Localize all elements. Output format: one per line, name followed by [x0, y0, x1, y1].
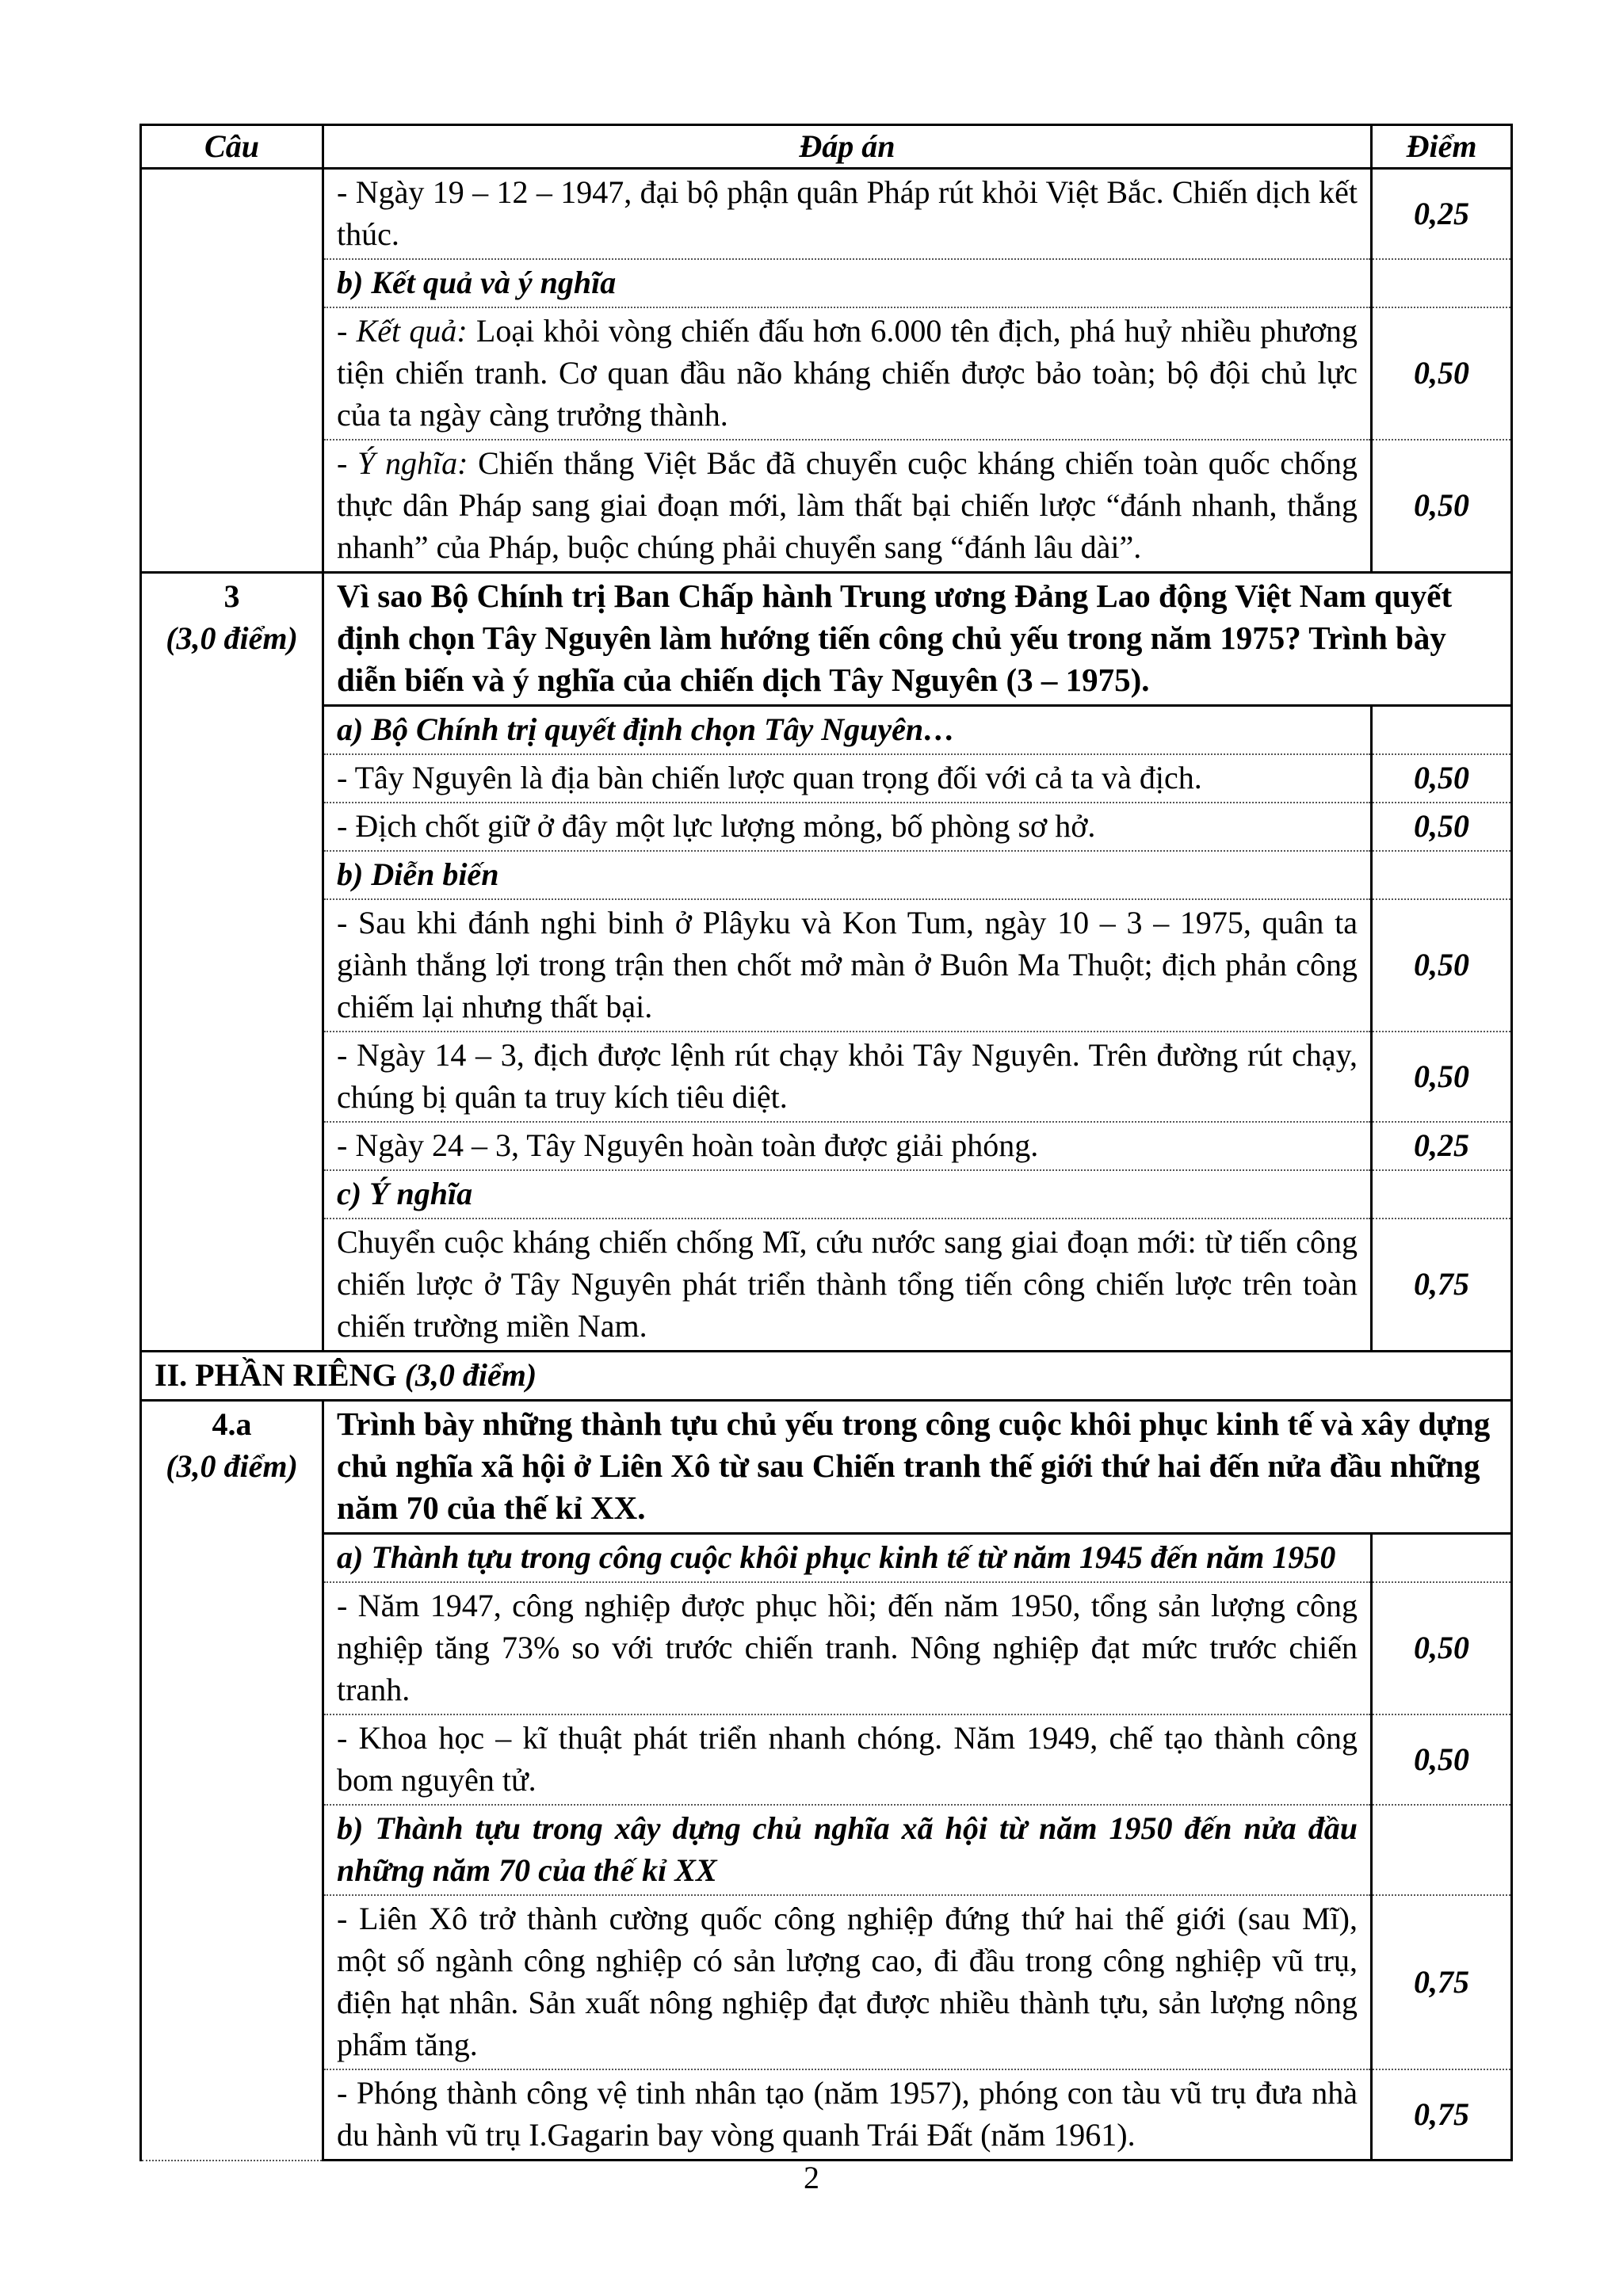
question-text: Trình bày những thành tựu chủ yếu trong công cuộc khôi phục kinh tế và xây dựng chủ nghĩa xã hội ở Liên Xô từ sau Chiến tranh thế giới thứ hai đến nửa đầu những năm 70 của thế kỉ XX.	[323, 1401, 1512, 1534]
answer-text: - Tây Nguyên là địa bàn chiến lược quan trọng đối với cả ta và địch.	[323, 754, 1372, 803]
subheading: b) Thành tựu trong xây dựng chủ nghĩa xã hội từ năm 1950 đến nửa đầu những năm 70 của thế kỉ XX	[323, 1805, 1372, 1895]
score-cell: 0,25	[1372, 1122, 1512, 1170]
score-cell: 0,50	[1372, 307, 1512, 440]
question-number-cell	[141, 1401, 323, 2161]
table-row	[141, 1582, 1512, 1714]
table-row	[141, 1895, 1512, 2069]
section-row	[141, 1352, 1512, 1401]
answer-text: - Khoa học – kĩ thuật phát triển nhanh chóng. Năm 1949, chế tạo thành công bom nguyên tử.	[323, 1714, 1372, 1805]
question-row	[141, 573, 1512, 706]
score-cell: 0,50	[1372, 1032, 1512, 1122]
table-row	[141, 307, 1512, 440]
header-diem: Điểm	[1372, 125, 1512, 169]
answer-text	[323, 307, 1372, 440]
answer-text: - Phóng thành công vệ tinh nhân tạo (năm 1957), phóng con tàu vũ trụ đưa nhà du hành vũ trụ I.Gagarin bay vòng quanh Trái Đất (năm 1961).	[323, 2069, 1372, 2161]
score-cell: 0,50	[1372, 754, 1512, 803]
score-cell-empty	[1372, 851, 1512, 899]
question-number: 4.a	[212, 1406, 252, 1442]
table-row	[141, 851, 1512, 899]
answer-text: - Ngày 14 – 3, địch được lệnh rút chạy khỏi Tây Nguyên. Trên đường rút chạy, chúng bị quân ta truy kích tiêu diệt.	[323, 1032, 1372, 1122]
subheading: b) Diễn biến	[323, 851, 1372, 899]
score-cell-empty	[1372, 1534, 1512, 1583]
table-row	[141, 440, 1512, 573]
score-cell: 0,50	[1372, 899, 1512, 1032]
answer-body: Loại khỏi vòng chiến đấu hơn 6.000 tên địch, phá huỷ nhiều phương tiện chiến tranh. Cơ quan đầu não kháng chiến được bảo toàn; bộ đội chủ lực của ta ngày càng trưởng thành.	[337, 313, 1358, 433]
answer-text: Chuyển cuộc kháng chiến chống Mĩ, cứu nước sang giai đoạn mới: từ tiến công chiến lược ở Tây Nguyên phát triển thành tổng tiến công chiến lược trên toàn chiến trường miền Nam.	[323, 1219, 1372, 1352]
subheading: b) Kết quả và ý nghĩa	[323, 259, 1372, 307]
table-row	[141, 1219, 1512, 1352]
table-row	[141, 1714, 1512, 1805]
table-row	[141, 1122, 1512, 1170]
score-cell-empty	[1372, 706, 1512, 755]
header-dap-an: Đáp án	[323, 125, 1372, 169]
answer-table	[139, 124, 1513, 2161]
answer-text: - Ngày 24 – 3, Tây Nguyên hoàn toàn được giải phóng.	[323, 1122, 1372, 1170]
cau-cell-continued	[141, 169, 323, 573]
score-cell-empty	[1372, 1170, 1512, 1219]
table-row	[141, 754, 1512, 803]
question-text: Vì sao Bộ Chính trị Ban Chấp hành Trung ương Đảng Lao động Việt Nam quyết định chọn Tây Nguyên làm hướng tiến công chủ yếu trong năm 1975? Trình bày diễn biến và ý nghĩa của chiến dịch Tây Nguyên (3 – 1975).	[323, 573, 1512, 706]
table-row	[141, 259, 1512, 307]
question-number-cell	[141, 573, 323, 1352]
score-cell: 0,50	[1372, 803, 1512, 851]
question-points: (3,0 điểm)	[166, 620, 298, 656]
answer-text: - Liên Xô trở thành cường quốc công nghiệp đứng thứ hai thế giới (sau Mĩ), một số ngành công nghiệp có sản lượng cao, đi đầu trong công nghiệp vũ trụ, điện hạt nhân. Sản xuất nông nghiệp đạt được nhiều thành tựu, sản lượng nông phẩm tăng.	[323, 1895, 1372, 2069]
answer-text: - Địch chốt giữ ở đây một lực lượng mỏng, bố phòng sơ hở.	[323, 803, 1372, 851]
answer-text: - Sau khi đánh nghi binh ở Plâyku và Kon Tum, ngày 10 – 3 – 1975, quân ta giành thắng lợi trong trận then chốt mở màn ở Buôn Ma Thuột; địch phản công chiếm lại nhưng thất bại.	[323, 899, 1372, 1032]
score-cell: 0,50	[1372, 1582, 1512, 1714]
subheading: a) Bộ Chính trị quyết định chọn Tây Nguyên…	[323, 706, 1372, 755]
section-heading	[141, 1352, 1512, 1401]
header-cau: Câu	[141, 125, 323, 169]
table-row	[141, 1534, 1512, 1583]
section-points: (3,0 điểm)	[396, 1357, 537, 1393]
subheading: c) Ý nghĩa	[323, 1170, 1372, 1219]
table-row	[141, 1170, 1512, 1219]
table-row	[141, 899, 1512, 1032]
score-cell: 0,25	[1372, 169, 1512, 260]
answer-text	[323, 440, 1372, 573]
answer-body: Chiến thắng Việt Bắc đã chuyển cuộc kháng chiến toàn quốc chống thực dân Pháp sang giai đoạn mới, làm thất bại chiến lược “đánh nhanh, thắng nhanh” của Pháp, buộc chúng phải chuyển sang “đánh lâu dài”.	[337, 445, 1358, 565]
table-row	[141, 169, 1512, 260]
section-title: II. PHẦN RIÊNG	[155, 1357, 397, 1393]
question-number: 3	[223, 578, 240, 614]
score-cell-empty	[1372, 259, 1512, 307]
table-row	[141, 803, 1512, 851]
score-cell: 0,50	[1372, 440, 1512, 573]
table-row	[141, 2069, 1512, 2161]
subheading: a) Thành tựu trong công cuộc khôi phục kinh tế từ năm 1945 đến năm 1950	[323, 1534, 1372, 1583]
table-header-row	[141, 125, 1512, 169]
table-row	[141, 1032, 1512, 1122]
question-points: (3,0 điểm)	[166, 1448, 298, 1484]
score-cell: 0,75	[1372, 1219, 1512, 1352]
score-cell-empty	[1372, 1805, 1512, 1895]
table-row	[141, 706, 1512, 755]
page-number: 2	[804, 2160, 819, 2195]
answer-text: - Năm 1947, công nghiệp được phục hồi; đến năm 1950, tổng sản lượng công nghiệp tăng 73% so với trước chiến tranh. Nông nghiệp đạt mức trước chiến tranh.	[323, 1582, 1372, 1714]
answer-label: - Kết quả:	[337, 313, 468, 349]
answer-text: - Ngày 19 – 12 – 1947, đại bộ phận quân Pháp rút khỏi Việt Bắc. Chiến dịch kết thúc.	[323, 169, 1372, 260]
score-cell: 0,75	[1372, 2069, 1512, 2161]
question-row	[141, 1401, 1512, 1534]
score-cell: 0,75	[1372, 1895, 1512, 2069]
answer-label: - Ý nghĩa:	[337, 445, 468, 481]
table-row	[141, 1805, 1512, 1895]
score-cell: 0,50	[1372, 1714, 1512, 1805]
